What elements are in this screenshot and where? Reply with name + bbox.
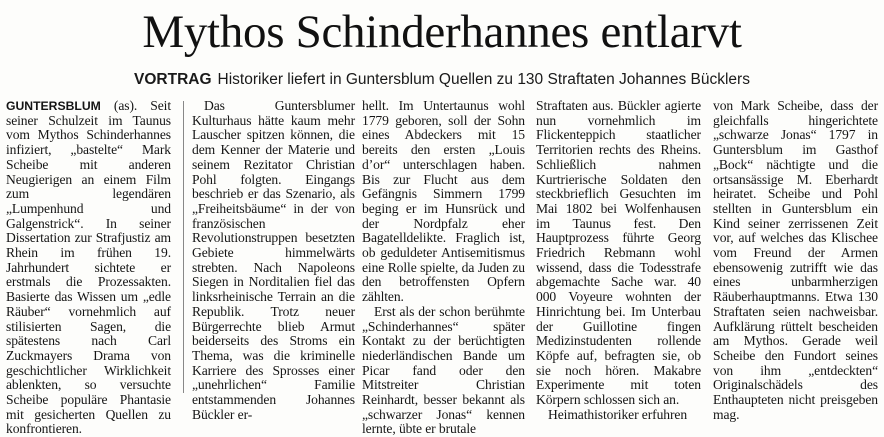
headline: Mythos Schinderhannes entlarvt (142, 6, 742, 58)
column-3-paragraph-1: hellt. Im Untertaunus wohl 1779 geboren, soll der Sohn eines Abdeckers mit 15 bereits den ersten „Louis d’or“ unterschlagen haben. Bis zur Flucht aus dem Gefängnis Simmern 1799 beging er im Hunsrück und der Nordpfalz eher Bagatelldelikte. Fraglich ist, ob geduldeter Antisemitismus eine Rolle spielte, da Juden zu den betroffensten Opfern zählten. (362, 98, 525, 305)
column-5 (713, 98, 878, 422)
dateline: GUNTERSBLUM (6, 99, 101, 113)
column-1-paragraph-1 (6, 99, 171, 437)
article-columns (6, 98, 880, 437)
column-2 (192, 98, 355, 422)
subheadline (0, 69, 884, 91)
column-4-paragraph-1: Straftaten aus. Bückler agierte nun vornehmlich im Flickenteppich staatlicher Territorien rechts des Rheins. Schließlich nahmen Kurtrierische Soldaten den steckbrieflich Gesuchten im Mai 1802 bei Wolfenhausen im Taunus fest. Den Hauptprozess führte Georg Friedrich Rebmann wohl wissend, dass die Todesstrafe abgemachte Sache war. 40 000 Voyeure wohnten der Hinrichtung bei. Im Unterbau der Guillotine fingen Medizinstudenten rollende Köpfe auf, befragten sie, ob sie noch hören. Makabre Experimente mit toten Körpern schlossen sich an. (536, 98, 701, 408)
column-divider (183, 101, 184, 393)
column-1-text: (as). Seit seiner Schulzeit im Taunus vom Mythos Schinderhannes infiziert, „bastelte“ Mark Scheibe mit anderen Neugierigen an einem Film zum legendären „Lumpenhund und Galgenstrick“. In seiner Dissertation zur Strafjustiz am Rhein im frühen 19. Jahrhundert sichtete er erstmals die Prozessakten. Basierte das Wissen um „edle Räuber“ vornehmlich auf stilisierten Sagen, die spätestens nach Carl Zuckmayers Drama von geschichtlicher Wirklichkeit ablenkten, so versuchte Scheibe populäre Phantasie mit gesicherten Quellen zu konfrontieren. (6, 98, 171, 437)
column-3-paragraph-2: Erst als der schon berühmte „Schinderhannes“ später Kontakt zu der berüchtigten niederländischen Bande um Picar fand oder den Mitstreiter Christian Reinhardt, besser bekannt als „schwarzer Jonas“ kennen lernte, übte er brutale (362, 303, 525, 437)
kicker: VORTRAG (134, 71, 212, 88)
column-1 (6, 98, 171, 437)
column-5-paragraph-1: von Mark Scheibe, dass der gleichfalls hingerichtete „schwarze Jonas“ 1797 in Guntersblum im Gasthof „Bock“ nächtigte und die ortsansässige M. Eberhardt heiratet. Scheibe und Pohl stellten in Guntersblum ein Kind seiner zerrissenen Zeit vor, auf welches das Klischee vom Freund der Armen ebensowenig zutrifft wie das eines unbarmherzigen Räuberhauptmanns. Etwa 130 Straftaten seien nachweisbar. Aufklärung rüttelt bescheiden am Mythos. Gerade weil Scheibe den Fundort seines von ihm „entdeckten“ Originalschädels des Enthaupteten nicht preisgeben mag. (713, 98, 878, 422)
column-3 (362, 98, 525, 437)
column-2-paragraph-1: Das Guntersblumer Kulturhaus hätte kaum mehr Lauscher spitzen können, die dem Kenner der Materie und seinem Rezitator Christian Pohl folgten. Eingangs beschrieb er das Szenario, als „Freiheitsbäume“ in der von französischen Revolutionstruppen besetzten Gebiete himmelwärts strebten. Nach Napoleons Siegen in Norditalien fiel das linksrheinische Terrain an die Republik. Trotz neuer Bürgerrechte blieb Armut beiderseits des Stroms ein Thema, was die kriminelle Karriere des Sprosses einer „unehrlichen“ Familie entstammenden Johannes Bückler er- (192, 98, 355, 422)
column-4 (536, 98, 701, 422)
subheadline-text: Historiker liefert in Guntersblum Quellen zu 130 Straftaten Johannes Bücklers (217, 71, 750, 88)
column-4-paragraph-2: Heimathistoriker erfuhren (548, 406, 688, 422)
